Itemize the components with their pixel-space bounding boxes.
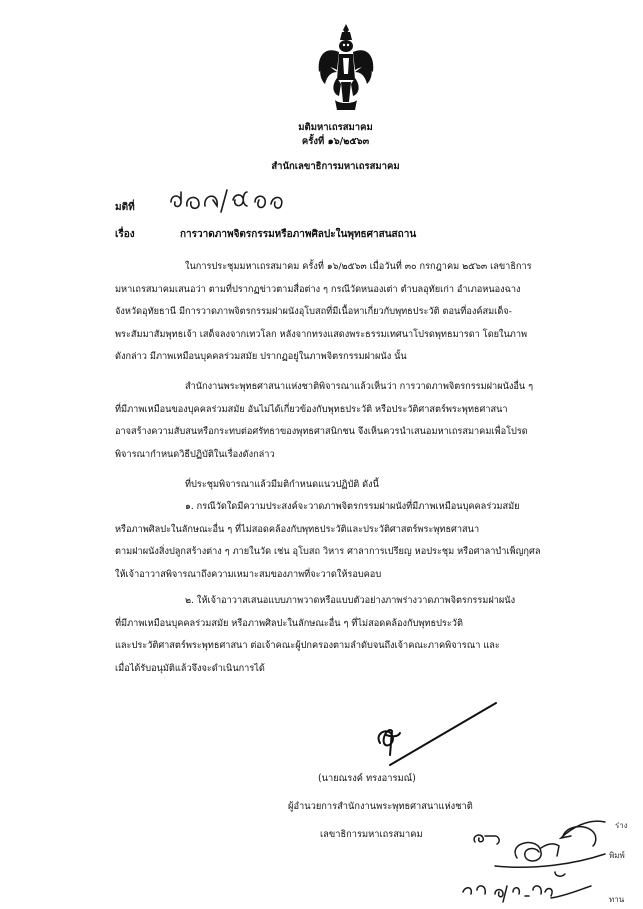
paragraph-line: ๑. กรณีวัดใดมีความประสงค์จะวาดภาพจิตรกรรมฝาผนังที่มีภาพเหมือนบุคคลร่วมสมัย xyxy=(185,501,520,512)
paragraph-office-opinion xyxy=(115,376,605,466)
garuda-emblem-icon xyxy=(315,22,377,114)
paragraph-line: ตามฝาผนังสิ่งปลูกสร้างต่าง ๆ ภายในวัด เช่น อุโบสถ วิหาร ศาลาการเปรียญ หอประชุม หรือศาลาบำเพ็ญกุศล xyxy=(115,546,541,557)
paragraph-line: ดังกล่าว มีภาพเหมือนบุคคลร่วมสมัย ปรากฏอยู่ในภาพจิตรกรรมฝาผนัง นั้น xyxy=(115,351,407,362)
paragraph-line: อาจสร้างความสับสนหรือกระทบต่อศรัทธาของพุทธศาสนิกชน จึงเห็นควรนำเสนอมหาเถรสมาคมเพื่อโปรด xyxy=(115,426,528,437)
session-number: ครั้งที่ ๑๖/๒๕๖๓ xyxy=(301,136,370,147)
paragraph-line: หรือภาพศิลปะในลักษณะอื่น ๆ ที่ไม่สอดคล้องกับพุทธประวัติและประวัติศาสตร์พระพุทธศาสนา xyxy=(115,523,480,535)
paragraph-line: ในการประชุมมหาเถรสมาคม ครั้งที่ ๑๖/๒๕๖๓ เมื่อวันที่ ๓๐ กรกฎาคม ๒๕๖๓ เลขาธิการ xyxy=(185,261,532,272)
guideline-item-1 xyxy=(115,496,605,586)
signer-name: (นายณรงค์ ทรงอารมณ์) xyxy=(318,773,416,784)
paragraph-line: มหาเถรสมาคมเสนอว่า ตามที่ปรากฏข่าวตามสื่อต่าง ๆ กรณีวัดหนองเต่า ตำบลอุทัยเก่า อำเภอหนองฉาง xyxy=(115,283,521,295)
paragraph-line: ที่ประชุมพิจารณาแล้วมีมติกำหนดแนวปฏิบัติ ดังนี้ xyxy=(185,479,379,490)
paragraph-line: เมื่อได้รับอนุมัติแล้วจึงจะดำเนินการได้ xyxy=(115,662,265,674)
paragraph-line: และประวัติศาสตร์พระพุทธศาสนา ต่อเจ้าคณะผู้ปกครองตามลำดับจนถึงเจ้าคณะภาคพิจารณา และ xyxy=(115,640,500,651)
subject-text: การวาดภาพจิตรกรรมหรือภาพศิลปะในพุทธศาสนสถาน xyxy=(180,229,417,240)
signer-role: เลขาธิการมหาเถรสมาคม xyxy=(320,829,423,840)
subject-label: เรื่อง xyxy=(115,229,135,240)
signer-position: ผู้อำนวยการสำนักงานพระพุทธศาสนาแห่งชาติ xyxy=(288,801,473,812)
initials-mark: พิมพ์ xyxy=(609,851,625,860)
resolution-label: มติที่ xyxy=(115,202,135,213)
initials-mark: ร่าง xyxy=(615,821,628,830)
paragraph-line: ๒. ให้เจ้าอาวาสเสนอแบบภาพวาดหรือแบบตัวอย่างภาพร่างวาดภาพจิตรกรรมฝาผนัง xyxy=(185,595,516,606)
paragraph-background xyxy=(115,256,605,369)
paragraph-line: สำนักงานพระพุทธศาสนาแห่งชาติพิจารณาแล้วเห็นว่า การวาดภาพจิตรกรรมฝาผนังอื่น ๆ xyxy=(185,381,534,392)
paragraph-line: ที่มีภาพเหมือนบุคคลร่วมสมัย หรือภาพศิลปะในลักษณะอื่น ๆ ที่ไม่สอดคล้องกับพุทธประวัติ xyxy=(115,617,463,629)
paragraph-line: ให้เจ้าอาวาสพิจารณาถึงความเหมาะสมของภาพที่จะวาดให้รอบคอบ xyxy=(115,568,382,580)
paragraph-resolution-intro xyxy=(115,474,605,497)
signature xyxy=(360,695,500,770)
document-title: มติมหาเถรสมาคม xyxy=(298,122,373,133)
paragraph-line: พระสัมมาสัมพุทธเจ้า เสด็จลงจากเทวโลก หลังจากทรงแสดงพระธรรมเทศนาโปรดพุทธมารดา โดยในภาพ xyxy=(115,328,528,340)
handwritten-initials-block xyxy=(455,812,643,909)
guideline-item-2 xyxy=(115,590,605,680)
paragraph-line: ที่มีภาพเหมือนของบุคคลร่วมสมัย อันไม่ได้เกี่ยวข้องกับพุทธประวัติ หรือประวัติศาสตร์พระพุทธศาสนา xyxy=(115,403,508,415)
paragraph-line: พิจารณากำหนดวิธีปฏิบัติในเรื่องดังกล่าว xyxy=(115,448,275,460)
paragraph-line: จังหวัดอุทัยธานี มีการวาดภาพจิตรกรรมฝาผนังอุโบสถที่มีเนื้อหาเกี่ยวกับพุทธประวัติ ตอนที่องค์สมเด็จ- xyxy=(115,306,512,317)
handwritten-resolution-number xyxy=(167,186,307,214)
initials-mark: ทาน xyxy=(609,895,625,904)
issuing-office: สำนักเลขาธิการมหาเถรสมาคม xyxy=(271,161,400,172)
